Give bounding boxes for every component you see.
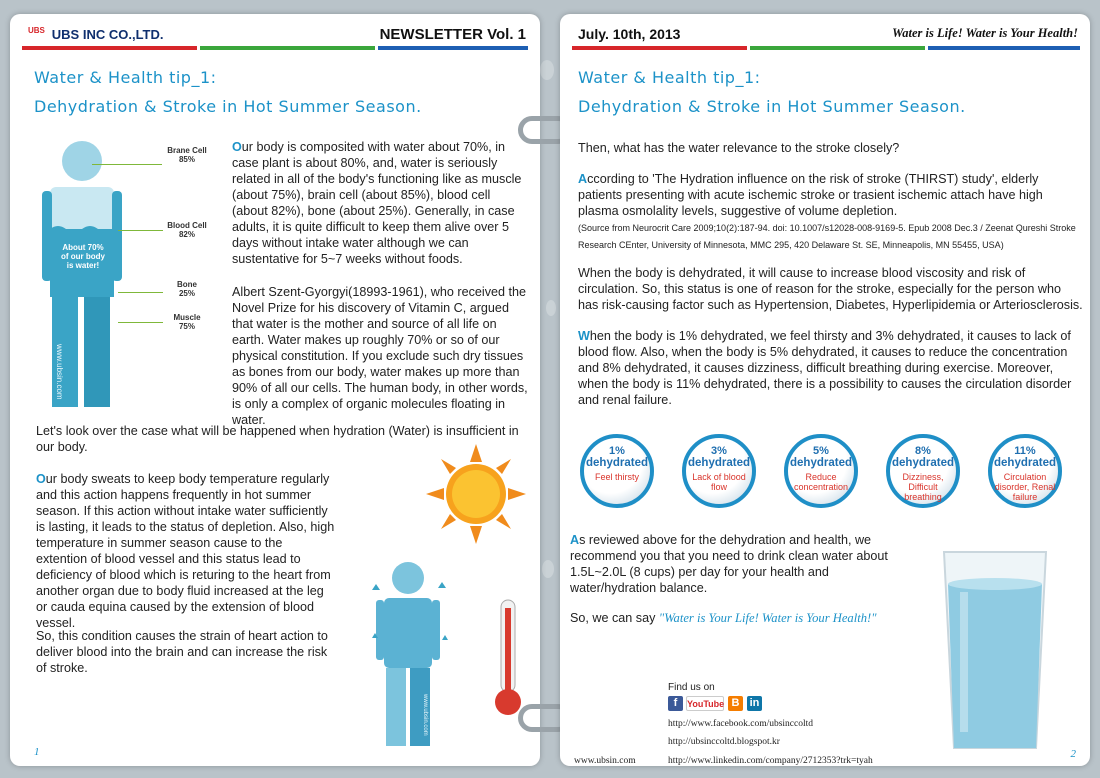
body-site-text: www.ubsin.com xyxy=(55,344,64,400)
bubble-percent: 1% xyxy=(609,445,625,457)
figure-right-arm xyxy=(432,600,440,660)
label-line-bone xyxy=(118,292,163,293)
insufficient-hydration-paragraph: Let's look over the case what will be happened when hydration (Water) is insufficient in our body. xyxy=(36,424,519,454)
figure-left-leg xyxy=(386,668,406,746)
bubble-word: dehydrated xyxy=(892,457,954,469)
company-logo: UBS xyxy=(28,26,45,35)
label-name: Muscle xyxy=(173,313,201,322)
closing-paragraph xyxy=(570,610,930,626)
find-us-label: Find us on xyxy=(668,682,715,693)
blog-link[interactable]: http://ubsinccoltd.blogspot.kr xyxy=(668,737,780,747)
bubble-word: dehydrated xyxy=(994,457,1056,469)
page-number: 1 xyxy=(34,746,40,758)
header-stripe-red xyxy=(572,46,747,50)
small-site-text: www.ubsin.com xyxy=(422,694,428,736)
label-name: Bone xyxy=(177,280,197,289)
thirst-study-paragraph xyxy=(578,171,1083,253)
thermometer-icon xyxy=(488,598,528,718)
bubble-desc: Reduce concentration xyxy=(793,472,849,492)
drop-cap: A xyxy=(578,172,588,186)
header-stripe-blue xyxy=(378,46,528,50)
label-pct: 85% xyxy=(178,155,195,164)
dehydration-bubble-11 xyxy=(988,434,1062,508)
label-muscle xyxy=(162,313,212,331)
closing-text: So, we can say xyxy=(570,611,659,625)
paragraph-text: s reviewed above for the dehydration and health, we recommend you that you need to drink clean water about 1.5L~2.0L (8 cups) per day for your health and water/hydration balance. xyxy=(570,533,888,595)
company-name: UBS INC CO.,LTD. xyxy=(51,27,164,42)
figure-head xyxy=(62,141,102,181)
right-page xyxy=(560,14,1090,766)
issue-date: July. 10th, 2013 xyxy=(578,26,681,42)
sun-illustration xyxy=(426,444,526,544)
slogan: Water is Life! Water is Your Health! xyxy=(892,26,1078,40)
label-pct: 75% xyxy=(178,322,195,331)
recommendation-paragraph xyxy=(570,532,910,596)
drop-cap: A xyxy=(570,533,580,547)
water-glass-illustration xyxy=(940,544,1050,754)
facebook-icon[interactable]: f xyxy=(668,696,683,711)
sun-highlight xyxy=(452,470,500,518)
drop-cap: O xyxy=(36,472,46,486)
label-brain-cell xyxy=(162,146,212,164)
paragraph-text: ccording to 'The Hydration influence on the risk of stroke (THIRST) study', elderly patients presenting with acute ischemic stroke or trasient ischemic attach have high plasma osmolality levels, suggestive of volume depletion. xyxy=(578,172,1043,218)
bubble-percent: 3% xyxy=(711,445,727,457)
label-pct: 82% xyxy=(178,230,195,239)
dehydration-bubble-3 xyxy=(682,434,756,508)
header-stripe-green xyxy=(200,46,375,50)
linkedin-icon[interactable]: in xyxy=(747,696,762,711)
stroke-risk-paragraph: So, this condition causes the strain of heart action to deliver blood into the brain and can increase the risk of stroke. xyxy=(36,629,328,675)
figure-left-arm xyxy=(42,191,52,281)
paragraph-text: ur body is composited with water about 70%, in case plant is about 80%, and, water is seriously related in all of the body's functioning like as muscle (about 75%), brain cell (about 85%), blood cell (about 82%), bone (about 25%). Generally, in case adults, it is quite difficult to keep them alive over 5 days without intake water although we can sustentative for 5~7 weeks without foods. xyxy=(232,140,522,266)
linkedin-link[interactable]: http://www.linkedin.com/company/2712353?trk=tyah xyxy=(668,756,873,766)
header-stripe-red xyxy=(22,46,197,50)
facebook-link[interactable]: http://www.facebook.com/ubsinccoltd xyxy=(668,719,814,729)
bubble-word: dehydrated xyxy=(586,457,648,469)
source-citation: (Source from Neurocrit Care 2009;10(2):187-94. doi: 10.1007/s12028-008-9169-5. Epub 2008 Dec.3 / Zeenat Qureshi Stroke Research CEnter, University of Minnesota, MMC 295, 420 Delaware St. SE, Minneapolis, MN 55455, USA) xyxy=(578,223,1076,250)
intro-paragraph xyxy=(232,139,528,267)
dehydration-bubble-1 xyxy=(580,434,654,508)
blogger-icon[interactable]: B xyxy=(728,696,743,711)
figure-torso xyxy=(384,598,432,668)
tip-subtitle: Dehydration & Stroke in Hot Summer Season. xyxy=(578,97,966,116)
label-line-blood xyxy=(118,230,163,231)
label-blood-cell xyxy=(162,221,212,239)
sweating-figure xyxy=(372,560,452,750)
label-line-brain xyxy=(92,164,162,165)
bubble-percent: 11% xyxy=(1014,445,1036,457)
paragraph-text: ur body sweats to keep body temperature regularly and this action happens frequently in hot summer season. If this action without intake water sufficiently is lasting, it leads to the status of depletion. Also, high temperature in summer season cause to the extention of blood vessel and this status lead to deficiency of blood which is returing to the heart from another organ due to body fluid increased at the leg or cauda equina caused by the extension of blood vessel. xyxy=(36,472,335,630)
glass-highlight xyxy=(960,592,968,732)
background-droplet xyxy=(540,60,554,80)
bubble-word: dehydrated xyxy=(688,457,750,469)
company-header xyxy=(28,26,163,42)
bubble-desc: Lack of blood flow xyxy=(692,472,746,492)
tip-title: Water & Health tip_1: xyxy=(34,68,217,87)
bubble-percent: 8% xyxy=(915,445,931,457)
label-bone xyxy=(162,280,212,298)
relevance-question: Then, what has the water relevance to the stroke closely? xyxy=(578,141,900,155)
blood-viscosity-paragraph: When the body is dehydrated, it will cause to increase blood viscosity and risk of circulation. So, this status is one of reason for the stroke, especially for the person who has risk-causing factor such as Hypertension, Diabetes, Hyperlipidemia or Arteriosclerosis. xyxy=(578,266,1083,312)
drop-cap: W xyxy=(578,329,590,343)
bubble-desc: Feel thirsty xyxy=(594,472,639,482)
body-water-caption: About 70% of our body is water! xyxy=(61,243,105,270)
sweat-paragraph xyxy=(36,471,336,631)
bubble-desc: Circulation disorder, Renal failure xyxy=(994,472,1056,502)
figure-left-arm xyxy=(376,600,384,660)
dehydration-bubble-8 xyxy=(886,434,960,508)
figure-head xyxy=(392,562,424,594)
tip-subtitle: Dehydration & Stroke in Hot Summer Season. xyxy=(34,97,422,116)
left-page xyxy=(10,14,540,766)
thermometer-mercury xyxy=(505,608,511,694)
figure-leg-shade xyxy=(84,297,110,407)
figure-right-arm xyxy=(112,191,122,281)
page-number: 2 xyxy=(1070,748,1076,760)
header-stripe-green xyxy=(750,46,925,50)
tip-title: Water & Health tip_1: xyxy=(578,68,761,87)
dehydration-bubble-5 xyxy=(784,434,858,508)
label-name: Brane Cell xyxy=(167,146,207,155)
glass-water-surface xyxy=(948,578,1042,590)
thermometer-bulb xyxy=(495,689,521,715)
site-url[interactable]: www.ubsin.com xyxy=(574,756,636,766)
closing-quote: "Water is Your Life! Water is Your Health!" xyxy=(658,611,877,625)
bubble-percent: 5% xyxy=(813,445,829,457)
dehydration-levels-paragraph xyxy=(578,328,1083,408)
label-pct: 25% xyxy=(178,289,195,298)
szent-gyorgyi-paragraph: Albert Szent-Gyorgyi(18993-1961), who received the Novel Prize for his discovery of Vitamin C, argued that water is the mother and source of all life on earth. Water makes up roughly 70% or so of our physical constitution. If you exclude such dry tissues as bones from our body, water makes up more than 90% of all our cells. The human body, in other words, is only a complex of organic molecules floating in water. xyxy=(232,285,528,427)
label-line-muscle xyxy=(118,322,163,323)
bubble-word: dehydrated xyxy=(790,457,852,469)
youtube-icon[interactable]: YouTube xyxy=(686,696,724,711)
paragraph-text: hen the body is 1% dehydrated, we feel thirsty and 3% dehydrated, it causes to lack of blood flow. Also, when the body is 5% dehydrated, it causes to reduce the concentration and 8% dehydrated, it causes dizziness, difficult breathing during exercise. Moreover, when the body is 11% dehydrated, there is a possibility to causes the circulation disorder and renal failure. xyxy=(578,329,1072,407)
label-name: Blood Cell xyxy=(167,221,207,230)
header-stripe-blue xyxy=(928,46,1080,50)
background-droplet xyxy=(542,560,554,578)
newsletter-title: NEWSLETTER Vol. 1 xyxy=(379,26,526,43)
background-droplet xyxy=(546,300,556,316)
bubble-desc: Dizziness, Difficult breathing xyxy=(902,472,944,502)
drop-cap: O xyxy=(232,140,242,154)
